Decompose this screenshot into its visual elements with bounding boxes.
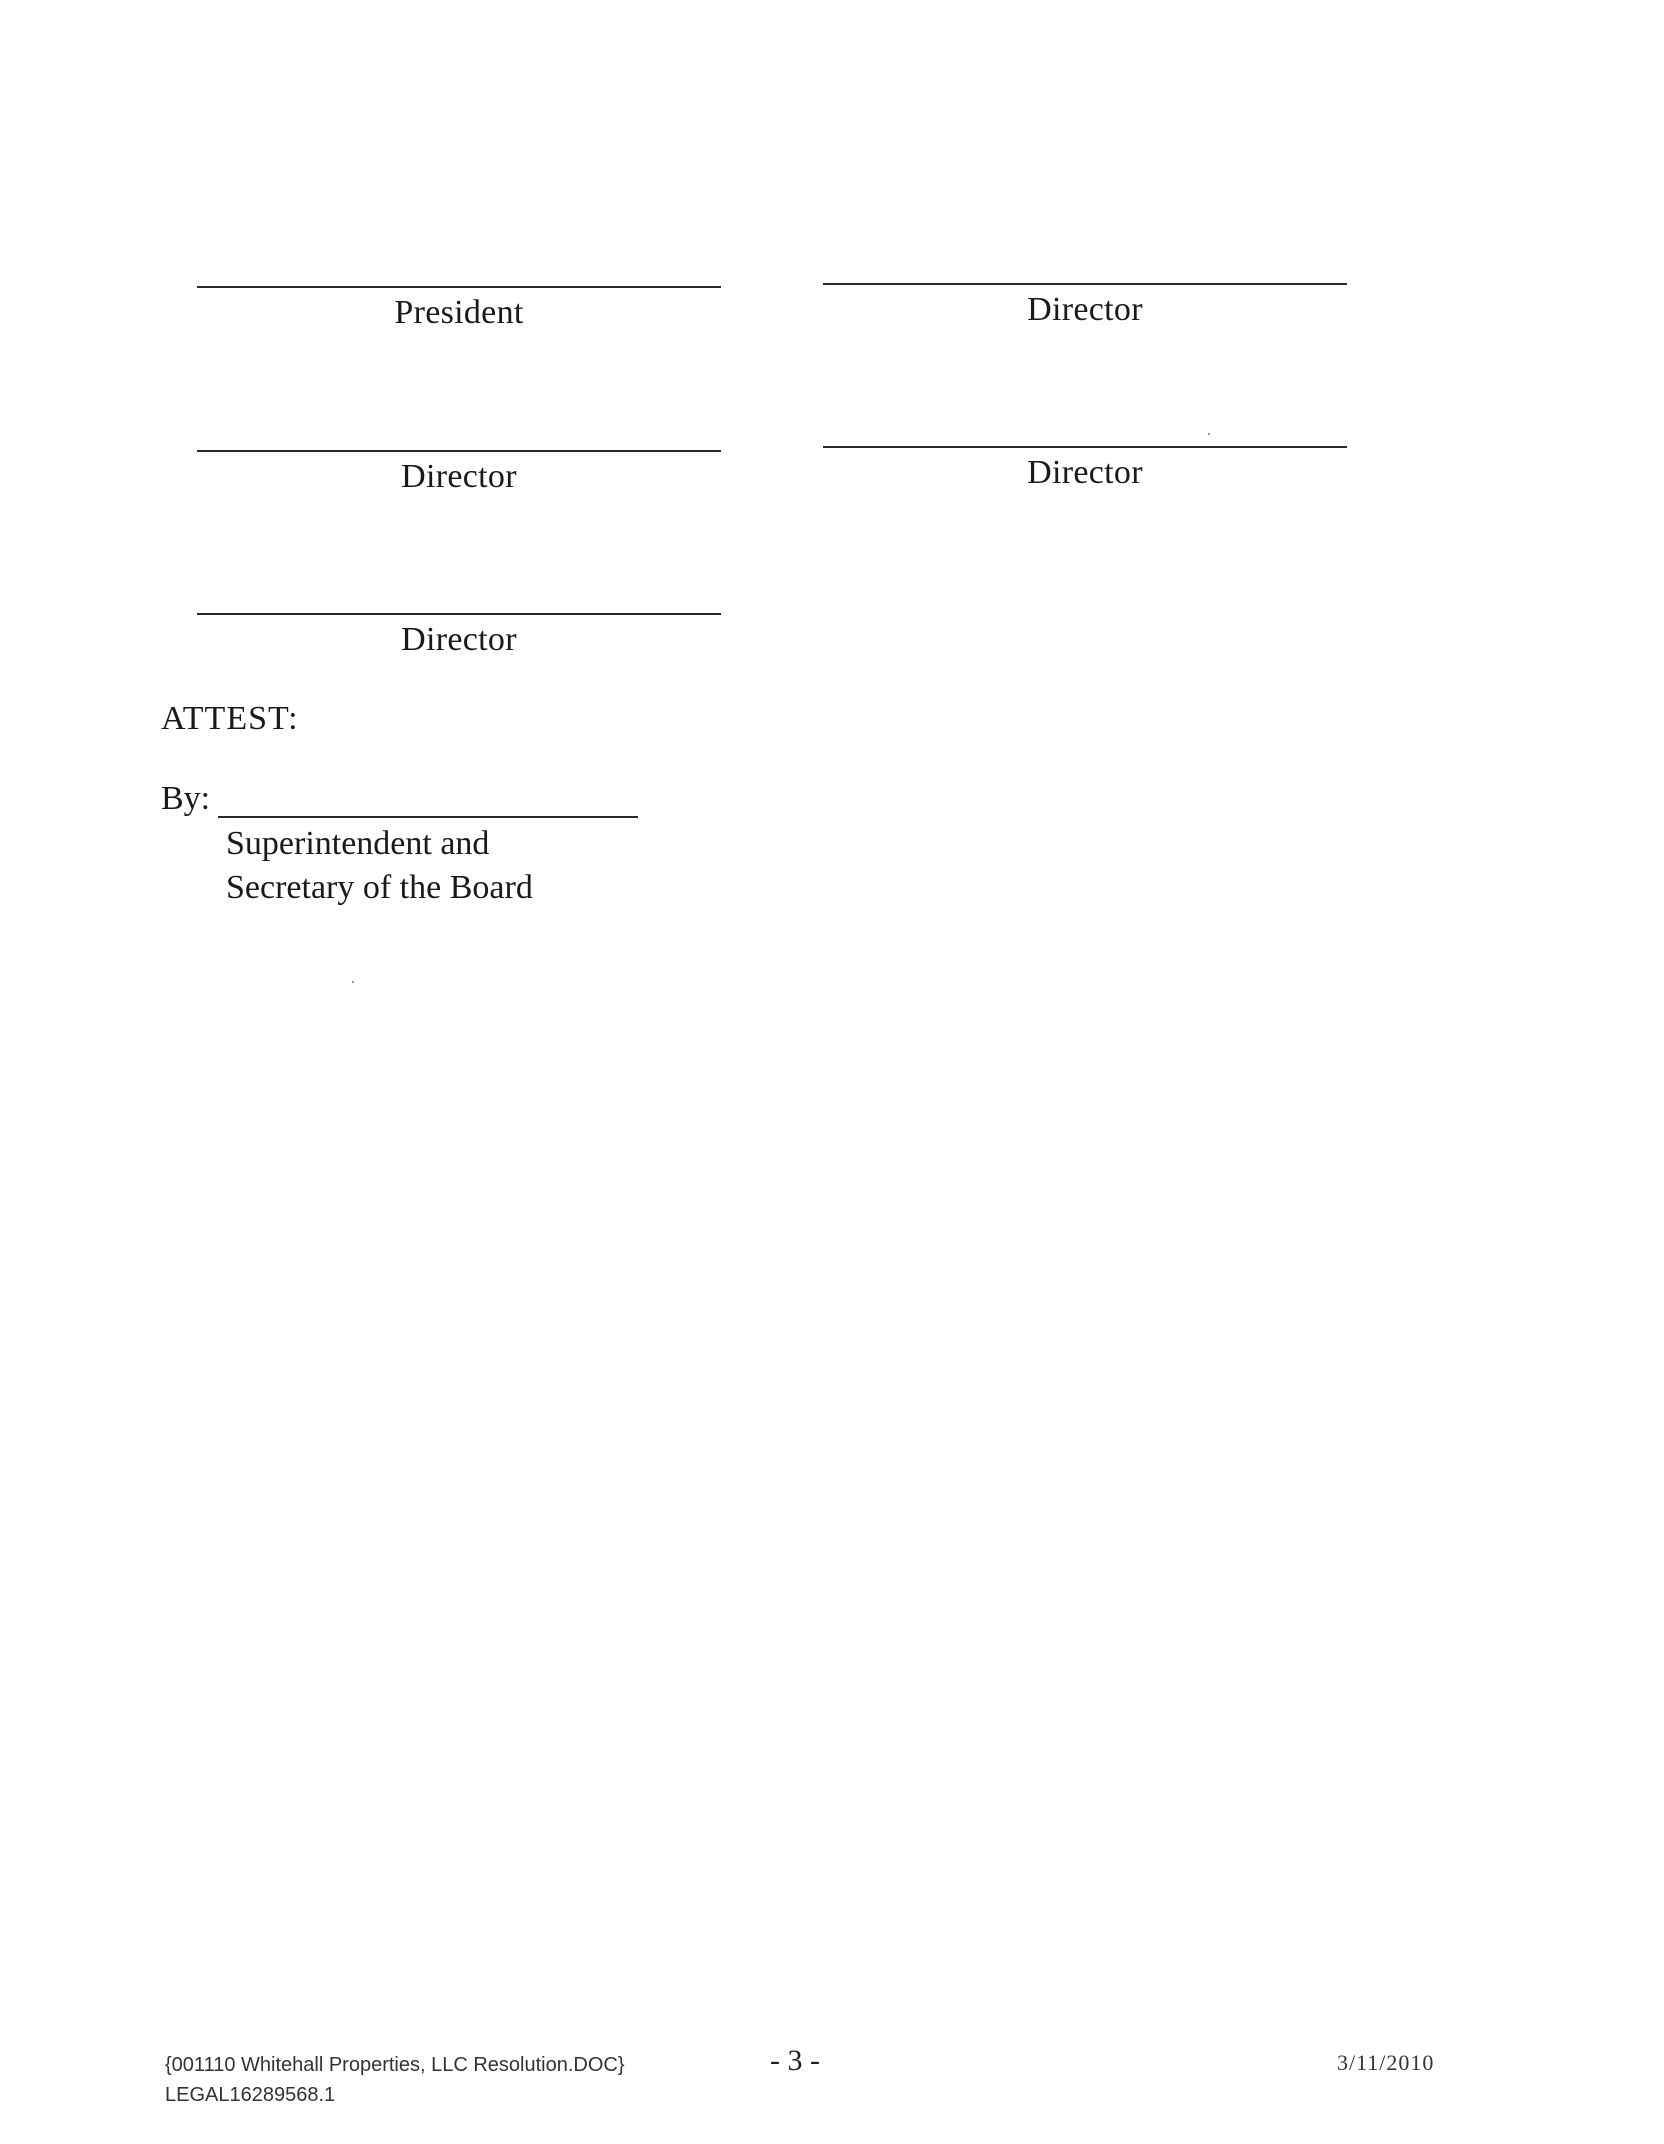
attest-signature-line	[218, 782, 638, 818]
signature-block-president	[197, 286, 721, 332]
scan-speck	[1208, 433, 1210, 435]
attest-title-line-1: Superintendent and	[226, 825, 490, 862]
attest-label: ATTEST:	[161, 700, 299, 737]
signature-line	[197, 613, 721, 615]
page-number: - 3 -	[770, 2044, 820, 2077]
signature-title: Director	[401, 621, 517, 658]
signature-block-director-3	[823, 446, 1347, 492]
footer-date: 3/11/2010	[1337, 2050, 1435, 2075]
signature-line	[823, 283, 1347, 285]
signature-line	[197, 286, 721, 288]
signature-title: Director	[1027, 291, 1143, 328]
footer-document-id: LEGAL16289568.1	[165, 2084, 336, 2106]
attest-title-line-2: Secretary of the Board	[226, 869, 533, 906]
signature-block-director-4	[197, 613, 721, 659]
footer-document-info	[165, 2050, 625, 2110]
signature-title: Director	[401, 458, 517, 495]
by-label: By:	[161, 780, 211, 817]
signature-title: Director	[1027, 454, 1143, 491]
signature-block-director-2	[197, 450, 721, 496]
signature-line	[197, 450, 721, 452]
attest-signer-title	[226, 822, 533, 910]
scan-speck	[352, 981, 354, 983]
footer-document-name: {001110 Whitehall Properties, LLC Resolution.DOC}	[165, 2054, 625, 2076]
signature-line	[823, 446, 1347, 448]
signature-block-director-1	[823, 283, 1347, 329]
signature-title: President	[394, 294, 524, 331]
attest-by-row	[161, 780, 638, 818]
